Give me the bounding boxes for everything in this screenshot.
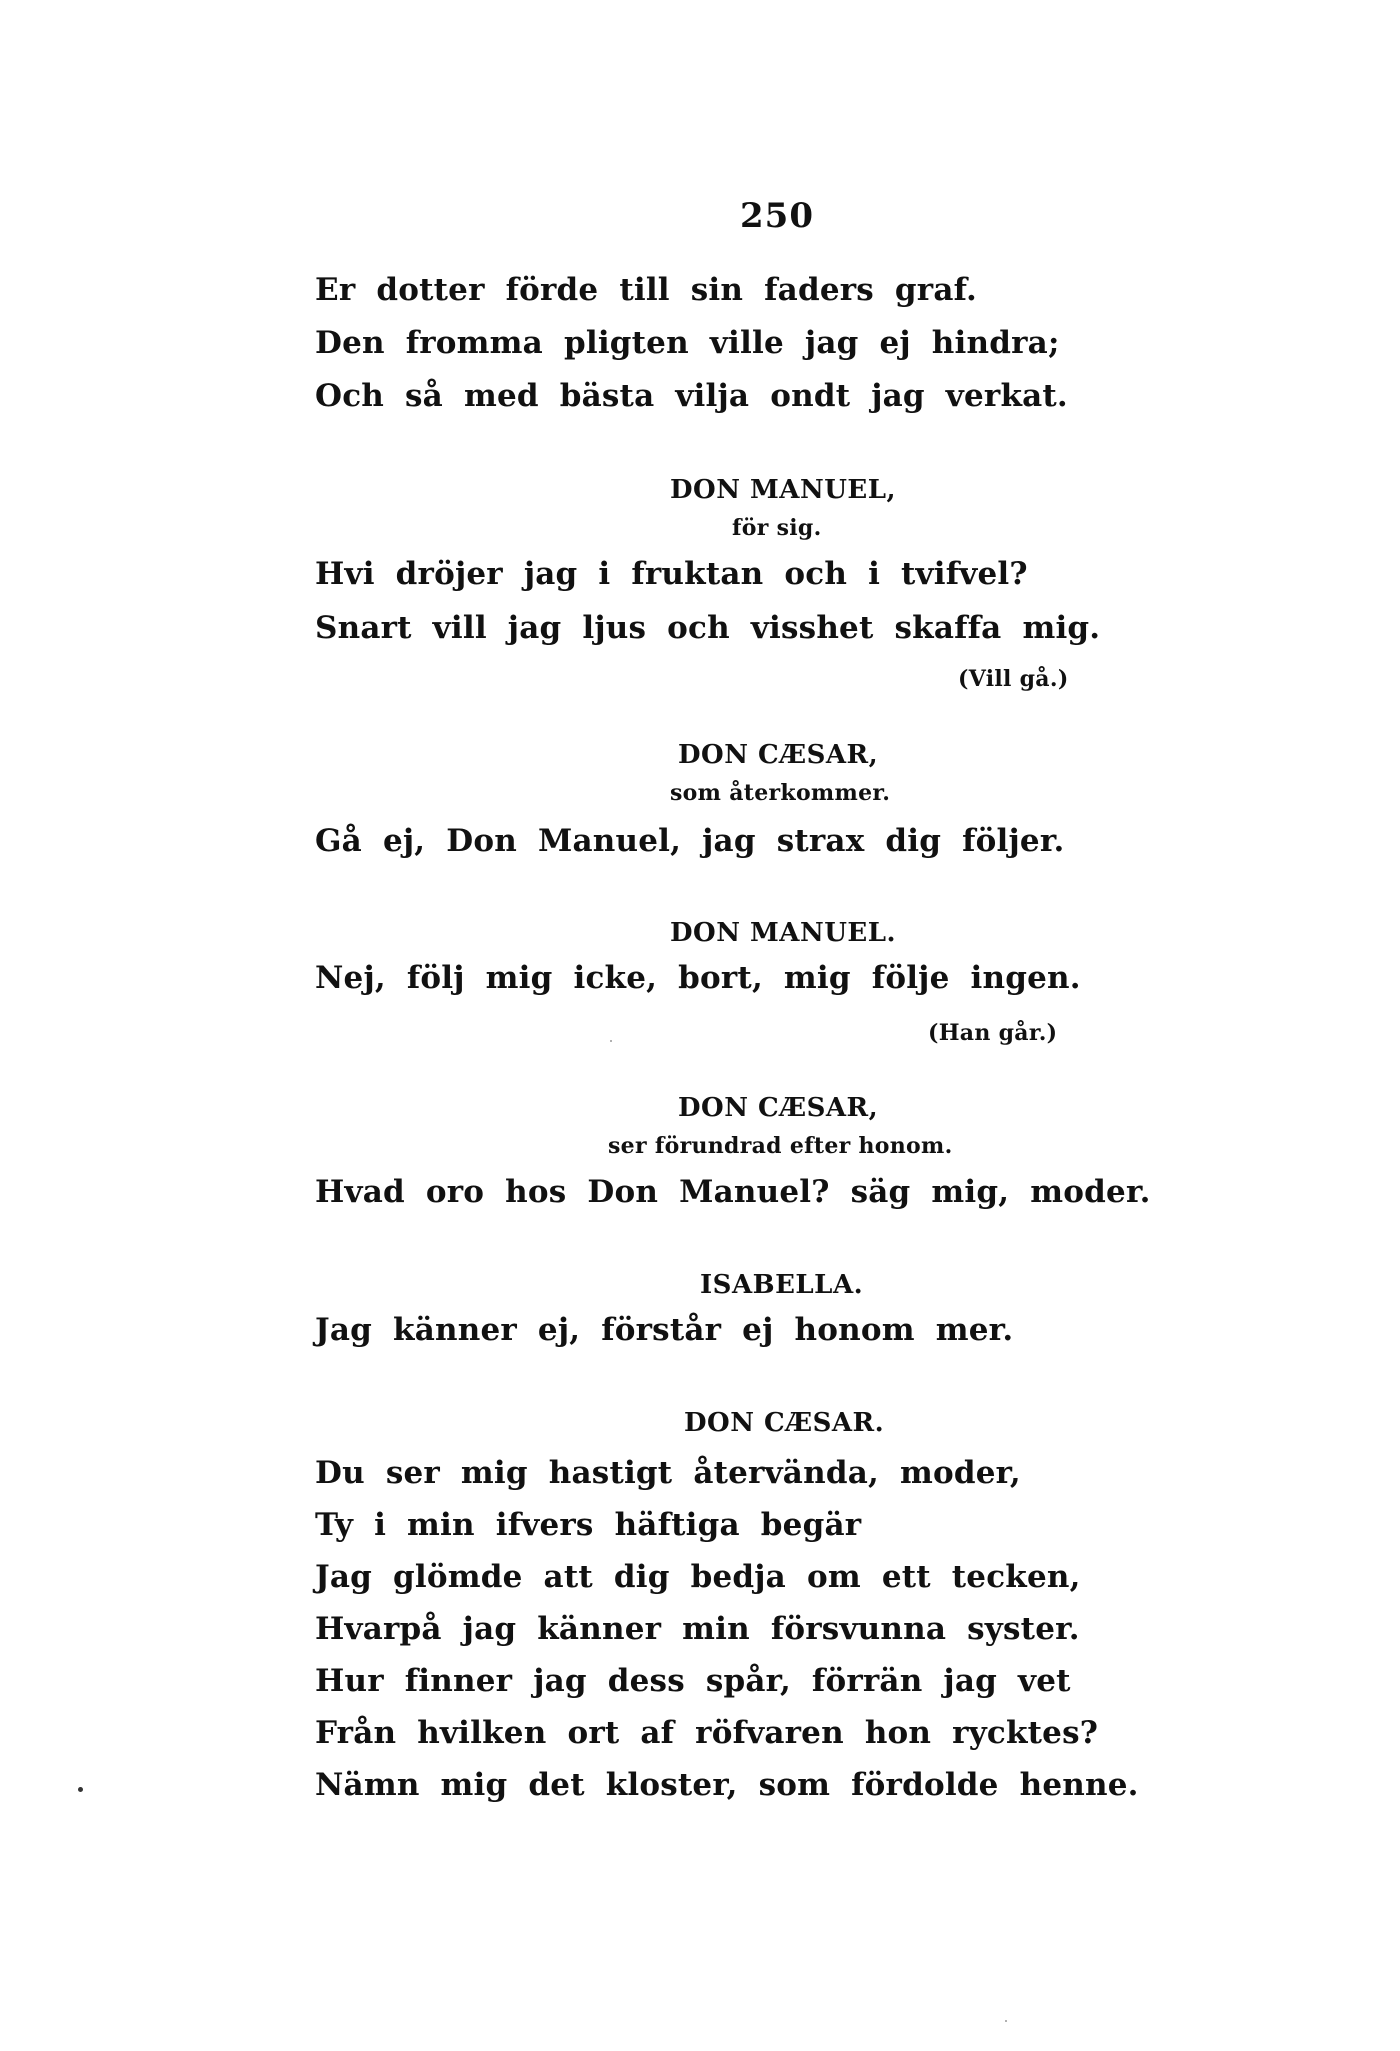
verse-line: Gå ej, Don Manuel, jag strax dig följer.: [315, 823, 1065, 859]
verse-line: Hur finner jag dess spår, förrän jag vet: [315, 1663, 1071, 1699]
verse-line: Du ser mig hastigt återvända, moder,: [315, 1455, 1021, 1491]
stage-direction: för sig.: [732, 515, 822, 541]
speaker-name: DON CÆSAR,: [678, 740, 879, 770]
speaker-name: DON MANUEL.: [670, 918, 897, 948]
verse-line: Från hvilken ort af röfvaren hon rycktes?: [315, 1715, 1099, 1751]
margin-mark: [78, 1787, 83, 1792]
stage-direction: (Vill gå.): [958, 666, 1069, 692]
verse-line: Jag känner ej, förstår ej honom mer.: [315, 1312, 1014, 1348]
verse-line: Hvad oro hos Don Manuel? säg mig, moder.: [315, 1174, 1151, 1210]
verse-line: Jag glömde att dig bedja om ett tecken,: [315, 1559, 1081, 1595]
page-number: 250: [740, 196, 814, 236]
verse-line: Hvi dröjer jag i fruktan och i tvifvel?: [315, 556, 1028, 592]
verse-line: Och så med bästa vilja ondt jag verkat.: [315, 378, 1068, 414]
speaker-name: DON MANUEL,: [670, 475, 897, 505]
print-speck: [610, 1040, 612, 1042]
speaker-name: ISABELLA.: [700, 1270, 864, 1300]
verse-line: Hvarpå jag känner min försvunna syster.: [315, 1611, 1080, 1647]
speaker-name: DON CÆSAR.: [684, 1408, 885, 1438]
verse-line: Snart vill jag ljus och visshet skaffa mig.: [315, 610, 1101, 646]
verse-line: Den fromma pligten ville jag ej hindra;: [315, 325, 1060, 361]
stage-direction: som återkommer.: [670, 780, 891, 806]
verse-line: Er dotter förde till sin faders graf.: [315, 272, 978, 308]
print-speck: [1005, 2020, 1007, 2022]
stage-direction: (Han går.): [928, 1020, 1058, 1046]
speaker-name: DON CÆSAR,: [678, 1093, 879, 1123]
stage-direction: ser förundrad efter honom.: [608, 1133, 953, 1159]
verse-line: Nej, följ mig icke, bort, mig följe ingen.: [315, 960, 1081, 996]
verse-line: Ty i min ifvers häftiga begär: [315, 1507, 862, 1543]
verse-line: Nämn mig det kloster, som fördolde henne.: [315, 1767, 1139, 1803]
